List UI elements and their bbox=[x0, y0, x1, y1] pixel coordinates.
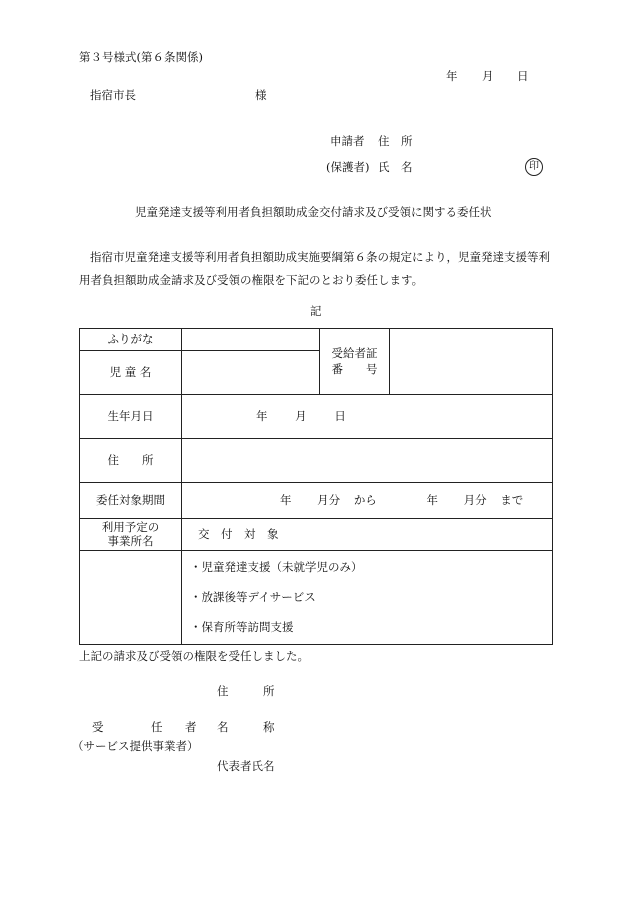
furigana-field[interactable] bbox=[182, 329, 320, 351]
birthdate-day: 日 bbox=[334, 408, 346, 423]
recipient-cert-number-field[interactable] bbox=[390, 329, 553, 395]
address-label: 住 所 bbox=[80, 439, 182, 483]
date-day-label: 日 bbox=[517, 69, 529, 83]
period-end-month: 月分 bbox=[463, 492, 487, 507]
applicant-address-label: 住 所 bbox=[378, 134, 413, 148]
period-field[interactable] bbox=[182, 483, 553, 519]
delegate-name-label: 名 称 bbox=[217, 720, 275, 734]
service-item[interactable]: ・児童発達支援（未就学児のみ） bbox=[190, 560, 363, 574]
service-provider-label: （サービス提供事業者） bbox=[72, 739, 199, 753]
period-label: 委任対象期間 bbox=[80, 483, 182, 519]
recipient-cert-label-line2: 番 号 bbox=[331, 362, 378, 376]
date-year-label: 年 bbox=[446, 69, 458, 83]
services-list bbox=[182, 551, 553, 645]
facility-label bbox=[80, 519, 182, 551]
address-field[interactable] bbox=[182, 439, 553, 483]
delegate-address-label: 住 所 bbox=[217, 684, 275, 698]
birthdate-year: 年 bbox=[256, 408, 268, 423]
delegate-label-char-2: 任 bbox=[151, 720, 163, 734]
acceptance-statement: 上記の請求及び受領の権限を受任しました。 bbox=[79, 649, 309, 663]
birthdate-label: 生年月日 bbox=[80, 395, 182, 439]
document-title: 児童発達支援等利用者負担額助成金交付請求及び受領に関する委任状 bbox=[135, 205, 492, 219]
target-header bbox=[182, 519, 553, 551]
delegate-label-char-3: 者 bbox=[185, 720, 197, 734]
date-month-label: 月 bbox=[482, 69, 494, 83]
representative-name-label: 代表者氏名 bbox=[217, 759, 275, 773]
delegation-table bbox=[79, 328, 553, 645]
recipient-cert-label bbox=[320, 329, 390, 395]
period-end-year: 年 bbox=[426, 492, 438, 507]
period-start-year: 年 bbox=[280, 492, 292, 507]
seal-mark: 印 bbox=[525, 158, 543, 176]
facility-label-line2: 事業所名 bbox=[107, 533, 154, 548]
child-name-field[interactable] bbox=[182, 351, 320, 395]
child-name-label: 児 童 名 bbox=[80, 351, 182, 395]
applicant-name-label: 氏 名 bbox=[378, 160, 413, 174]
delegate-label-char-1: 受 bbox=[92, 720, 104, 734]
applicant-label: 申請者 bbox=[330, 134, 365, 148]
furigana-label: ふりがな bbox=[80, 329, 182, 351]
facility-name-field[interactable] bbox=[80, 551, 182, 645]
service-item[interactable]: ・保育所等訪問支援 bbox=[190, 620, 294, 635]
form-number: 第３号様式(第６条関係) bbox=[79, 50, 203, 64]
recipient-honorific: 様 bbox=[255, 88, 267, 102]
target-label: 交 付 対 象 bbox=[198, 526, 279, 541]
service-item[interactable]: ・放課後等デイサービス bbox=[190, 590, 316, 605]
recipient-name: 指宿市長 bbox=[90, 88, 136, 102]
body-paragraph: 指宿市児童発達支援等利用者負担額助成実施要綱第６条の規定により，児童発達支援等利用者負担額助成金請求及び受領の権限を下記のとおり委任します。 bbox=[79, 250, 550, 287]
birthdate-month: 月 bbox=[295, 408, 307, 423]
period-start-month: 月分 bbox=[317, 492, 341, 507]
recipient-cert-label-line1: 受給者証 bbox=[331, 345, 378, 360]
period-to: まで bbox=[500, 492, 524, 507]
facility-label-line1: 利用予定の bbox=[101, 520, 160, 535]
ki-label: 記 bbox=[310, 304, 322, 318]
guardian-label: (保護者) bbox=[326, 160, 370, 174]
period-from: から bbox=[353, 492, 377, 507]
birthdate-field[interactable] bbox=[182, 395, 553, 439]
